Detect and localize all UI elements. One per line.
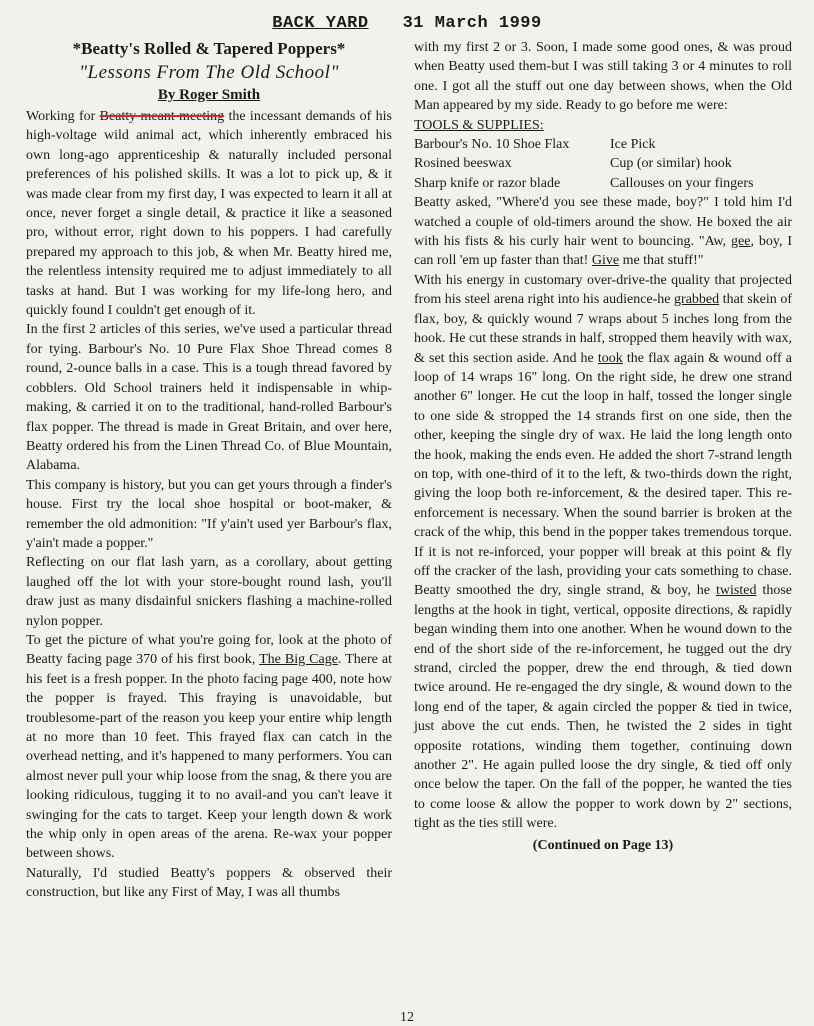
text-run: those lengths at the hook in tight, vertical, opposite directions, & rapidly began winding them into one another. When he wound down to the end of the short side of the re-inforcement, he tugged out the dry strand, circled the popper, drew the end through, & tied down twice around. He re-engaged the dry single, & wound down to the long end of the taper, & again circled the popper & tied in twice, just above the cut ends. Then, he twisted the 2 sides in tight opposite rotations, winding them together, continuing down another 2". He again pulled loose the dry single, & tied off only once below the taper. On the fall of the popper, he wanted the ties to come loose & allow the popper to work down by 2" sections, tight as the ties still were. <box>414 583 792 832</box>
paragraph: Reflecting on our flat lash yarn, as a corollary, about getting laughed off the lot with your store-bought round lash, you'll draw just as many disdainful snickers flashing a machine-rolled nylon popper. <box>26 555 392 629</box>
text-run: . There at his feet is a fresh popper. In the photo facing page 400, note how the popper is frayed. This fraying is unavoidable, but troublesome-part of the reason you keep your entire whip length at no more than 10 feet. This frayed flax can catch in the overhead netting, and it's happened to many performers. You can almost never pull your whip loose from the snag, & there you are looking ridiculous, tugging it to no avail-and you can't leave it swinging for the cats to target. Keep your length down & work the whip only in open areas of the arena. Re-wax your popper between shows. <box>26 652 392 862</box>
book-title: The Big Cage <box>259 652 338 668</box>
text-run: To get the picture of what you're going for, look at the photo of Beatty facing page 370 of his first book, <box>26 632 392 668</box>
tools-row <box>414 154 792 173</box>
article-title: *Beatty's Rolled & Tapered Poppers* <box>72 39 346 58</box>
underlined-word: Give <box>591 253 620 269</box>
text-run: Beatty asked, "Where'd you see these made, boy?" I told him I'd watched a couple of old-timers around the show. He boxed the air with his fists & his curly hair went to bouncing. "Aw, <box>414 195 792 250</box>
paragraph: Naturally, I'd studied Beatty's poppers & observed their construction, but like any First of May, I was all thumbs <box>26 865 392 901</box>
text-run: the flax again & wound off a loop of 14 wraps 16" long. On the right side, he drew one strand another 6" longer. He cut the loop in half, tossed the longer single to one side & stropped the 14 strands first on one side, then the other, keeping the single dry of wax. He laid the long length onto the hook, making the ends even. He added the short 7-strand length on top, with one-third of it to the left, & two-thirds down the right, giving the loop both re-inforcement, & the desired taper. This re-enforcement is necessary. When the sound barrier is broken at the crack of the whip, this bend in the popper takes tremendous torque. If it is not re-inforced, your popper will break at this point & fly off the cracker of the lash, providing your cats something to chase. Beatty smoothed the dry, single strand, & boy, he <box>414 350 792 599</box>
paragraph: This company is history, but you can get yours through a finder's house. First try the local shoe hospital or boot-maker, & remember the old admonition: "If y'ain't used yer Barbour's flax, y'ain't made a popper." <box>26 477 392 551</box>
byline-text: By Roger Smith <box>157 87 261 103</box>
tools-row <box>414 135 792 154</box>
struck-text: Beatty meant meeting <box>99 109 225 124</box>
tool-item: Rosined beeswax <box>414 156 512 172</box>
left-column <box>26 38 392 903</box>
page-number: 12 <box>400 1010 414 1025</box>
text-run: With his energy in customary over-drive-the quality that projected from his steel arena right into his audience-he <box>414 272 792 308</box>
tool-item: Barbour's No. 10 Shoe Flax <box>414 137 570 153</box>
page-header <box>0 14 814 33</box>
text-run: me that stuff!" <box>619 253 704 269</box>
tools-list <box>414 135 792 193</box>
paragraph <box>414 271 792 834</box>
issue-date: 31 March 1999 <box>402 14 542 33</box>
text-run: , boy, I can roll 'em up faster than that! <box>414 234 792 269</box>
continued-note: (Continued on Page 13) <box>532 837 674 853</box>
text-run: Working for <box>26 109 100 124</box>
tool-item: Cup (or similar) hook <box>610 156 732 172</box>
tools-heading: TOOLS & SUPPLIES: <box>414 117 544 133</box>
tool-item: Sharp knife or razor blade <box>414 175 561 191</box>
tools-row <box>414 174 792 193</box>
right-column <box>414 38 792 855</box>
underlined-word: gee <box>731 234 751 250</box>
underlined-word: took <box>597 350 623 366</box>
article-byline <box>26 86 392 105</box>
paragraph: In the first 2 articles of this series, we've used a particular thread for tying. Barbour's No. 10 Pure Flax Shoe Thread comes 8 round, 2-ounce balls in a case. This is a tough thread favored by cobblers. Old School trainers held it indispensable in whip-making, & carried it on to the traditional, hand-rolled Barbour's flax popper. The thread is made in Great Britain, and over here, Beatty ordered his from the Linen Thread Co. of Blue Mountain, Alabama. <box>26 322 392 474</box>
tool-item: Callouses on your fingers <box>610 175 754 191</box>
article-subtitle: "Lessons From The Old School" <box>79 62 339 83</box>
text-run: the incessant demands of his high-voltage wild animal act, which inherently embraced his own long-ago apprenticeship & naturally included personal preferences of his polished skills. It was a lot to pick up, & it was made clear from my first day, I was expected to learn it all at once, never forget a single detail, & practice it like a seasoned pro, without error, right down to his poppers. I had carefully prepared my approach to this job, & when Mr. Beatty hired me, the relentless intensity required me to adjust immediately to all tasks at hand. But I was working for my life-long hero, and quickly found I couldn't get enough of it. <box>26 109 393 319</box>
underlined-word: grabbed <box>674 292 720 308</box>
paragraph <box>26 107 392 320</box>
underlined-word: twisted <box>716 583 757 599</box>
paragraph <box>414 193 792 271</box>
paragraph <box>26 631 392 864</box>
text-run: that skein of flax, boy, & quickly wound 7 wraps about 5 inches long from the hook. He cut these strands in half, stropped them heavily with wax, & set this section aside. And he <box>414 292 792 366</box>
section-name: BACK YARD <box>272 14 369 33</box>
tool-item: Ice Pick <box>610 137 656 153</box>
paragraph: with my first 2 or 3. Soon, I made some good ones, & was proud when Beatty used them-but I was still taking 3 or 4 minutes to roll one. I got all the stuff out one day between shows, when the Old Man appeared by my side. Ready to go before me were: <box>414 40 792 114</box>
